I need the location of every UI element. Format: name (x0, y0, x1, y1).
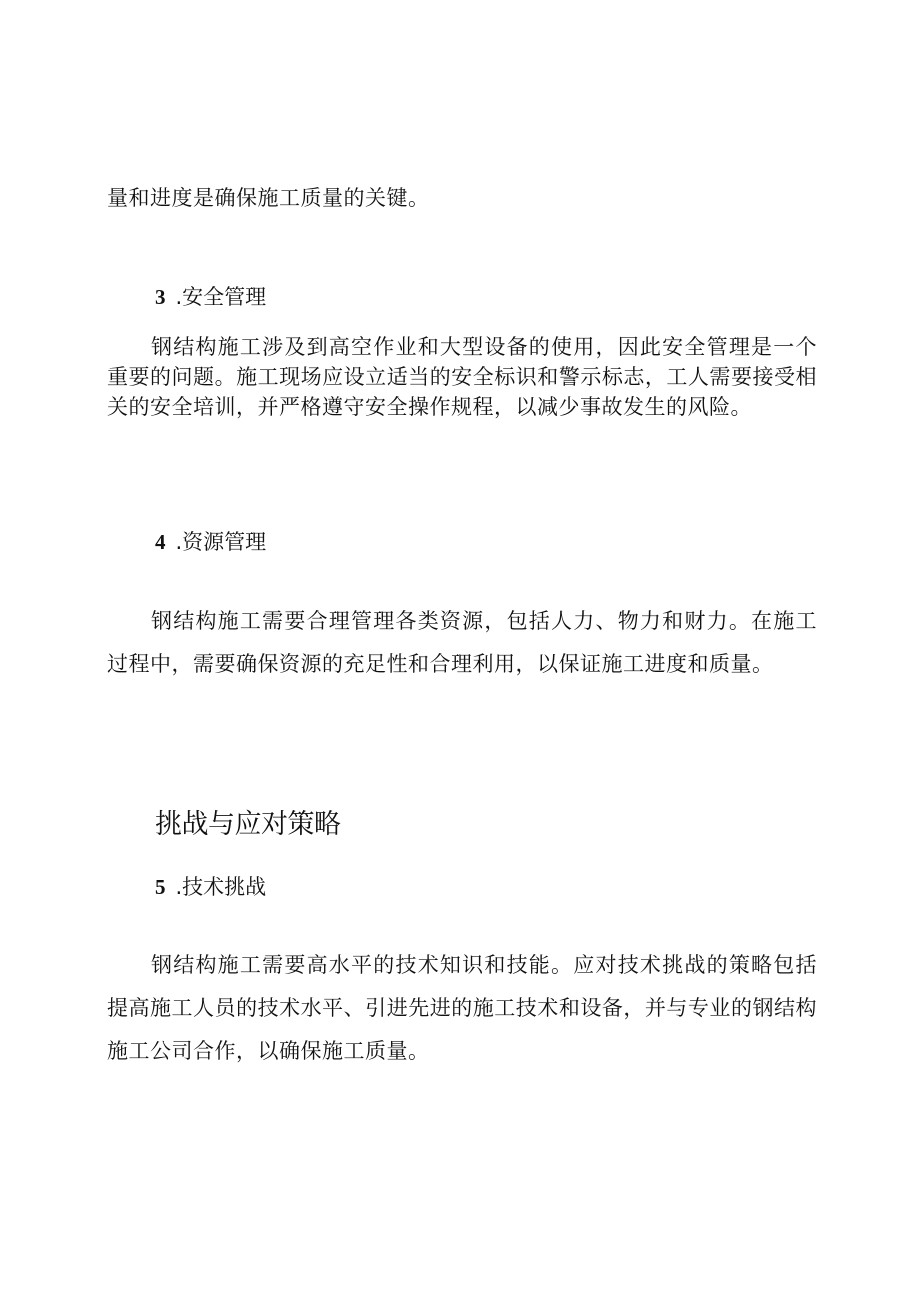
section-number: 3 (155, 285, 166, 309)
section-title: .技术挑战 (175, 875, 267, 899)
technical-challenges-paragraph: 钢结构施工需要高水平的技术知识和技能。应对技术挑战的策略包括提高施工人员的技术水平、引进先进的施工技术和设备，并与专业的钢结构施工公司合作，以确保施工质量。 (107, 953, 817, 1063)
section-title: .资源管理 (175, 530, 267, 554)
section-heading-technical-challenges (155, 872, 865, 902)
section-number: 5 (155, 875, 166, 899)
safety-management-paragraph: 钢结构施工涉及到高空作业和大型设备的使用，因此安全管理是一个重要的问题。施工现场应设立适当的安全标识和警示标志，工人需要接受相关的安全培训，并严格遵守安全操作规程，以减少事故发生的风险。 (107, 335, 817, 419)
section-number: 4 (155, 530, 166, 554)
section-title: .安全管理 (175, 285, 267, 309)
resource-management-paragraph: 钢结构施工需要合理管理各类资源，包括人力、物力和财力。在施工过程中，需要确保资源的充足性和合理利用，以保证施工进度和质量。 (107, 609, 817, 676)
section-heading-resource-management (155, 527, 865, 557)
challenges-heading: 挑战与应对策略 (155, 809, 341, 840)
intro-paragraph: 量和进度是确保施工质量的关键。 (107, 186, 430, 210)
section-heading-safety-management (155, 282, 865, 312)
